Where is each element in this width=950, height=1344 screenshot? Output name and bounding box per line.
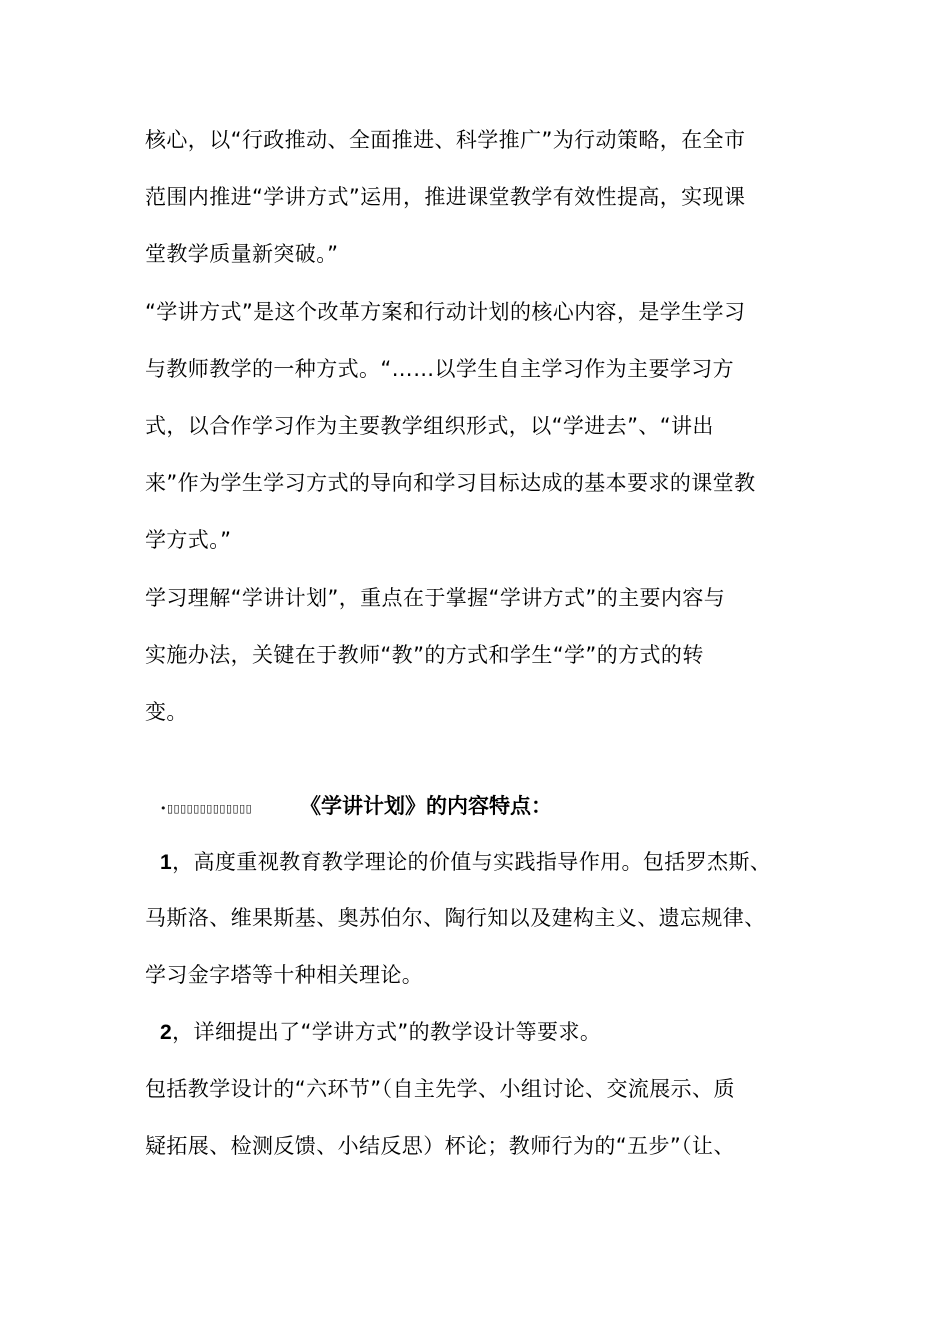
paragraph-line: 式，以合作学习作为主要教学组织形式，以“学进去”、“讲出 — [145, 414, 714, 438]
paragraph-line: 疑拓展、检测反馈、小结反思）杯论；教师行为的“五步”（让、 — [145, 1134, 735, 1158]
paragraph-line: 范围内推进“学讲方式”运用，推进课堂教学有效性提高，实现课 — [145, 185, 746, 209]
item-text: ，高度重视教育教学理论的价值与实践指导作用。包括罗杰斯、 — [172, 850, 772, 874]
bullet-garbled-text: •▯▯▯▯▯▯▯▯▯▯▯▯▯ — [160, 802, 253, 815]
paragraph-line: “学讲方式”是这个改革方案和行动计划的核心内容，是学生学习 — [145, 300, 746, 324]
paragraph-line: 实施办法，关键在于教师“教”的方式和学生“学”的方式的转 — [145, 643, 704, 667]
list-item-1-line-3: 学习金字塔等十种相关理论。 — [145, 963, 424, 987]
list-item-1-line-1 — [160, 847, 771, 878]
paragraph-line: 变。 — [145, 700, 188, 724]
item-text: ，详细提出了“学讲方式”的教学设计等要求。 — [172, 1020, 602, 1044]
paragraph-line: 堂教学质量新突破。” — [145, 242, 339, 266]
item-number: 2 — [160, 1021, 173, 1044]
paragraph-line: 来”作为学生学习方式的导向和学习目标达成的基本要求的课堂教 — [145, 471, 756, 495]
paragraph-line: 包括教学设计的“六环节”（自主先学、小组讨论、交流展示、质 — [145, 1077, 735, 1101]
list-item-1-line-2: 马斯洛、维果斯基、奥苏伯尔、陶行知以及建构主义、遗忘规律、 — [145, 906, 766, 930]
paragraph-line: 核心，以“行政推动、全面推进、科学推广”为行动策略，在全市 — [145, 128, 746, 152]
paragraph-line: 学习理解“学讲计划”，重点在于掌握“学讲方式”的主要内容与 — [145, 586, 726, 610]
list-item-2-line-1 — [160, 1017, 601, 1048]
item-number: 1 — [160, 851, 173, 874]
paragraph-line: 学方式。” — [145, 528, 232, 552]
section-heading: 《学讲计划》的内容特点： — [300, 794, 552, 818]
paragraph-line: 与教师教学的一种方式。“……以学生自主学习作为主要学习方 — [145, 357, 735, 381]
